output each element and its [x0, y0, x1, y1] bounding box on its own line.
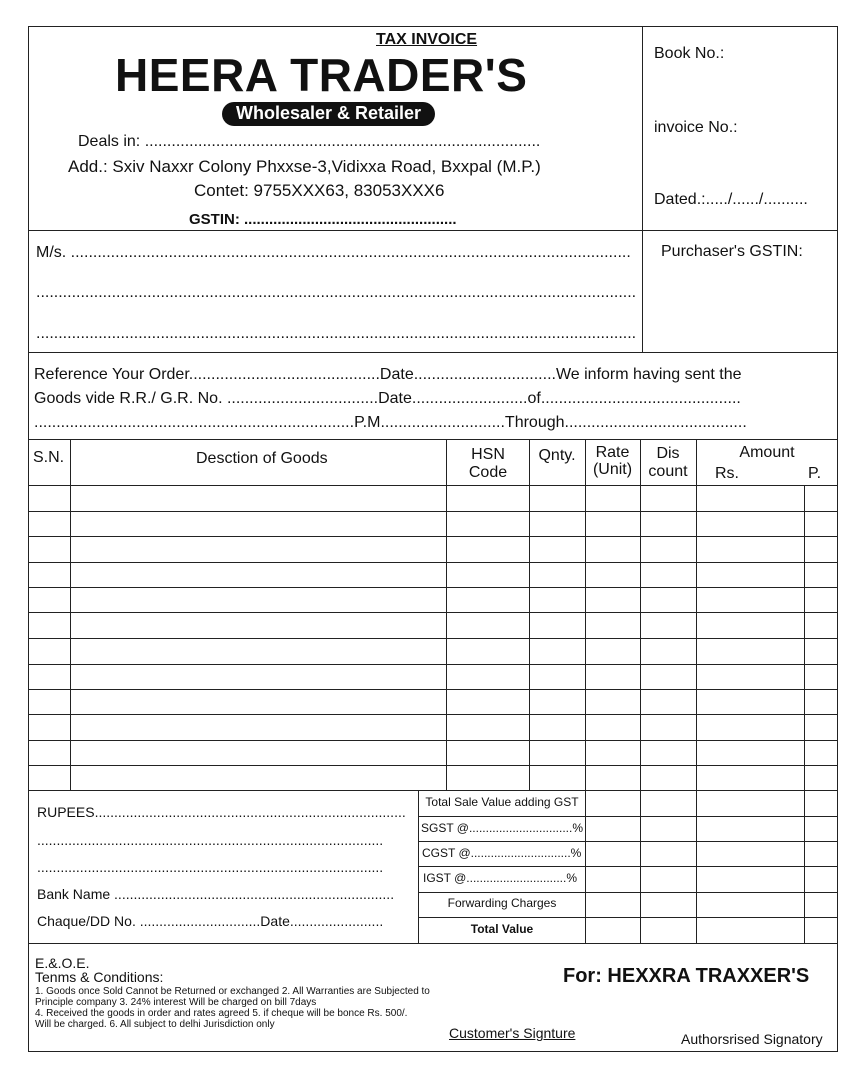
- table-bottom-rule: [28, 790, 838, 791]
- col-header-hsn: HSN: [471, 446, 505, 463]
- col-header-rate: Rate: [595, 444, 630, 461]
- sgst-label: SGST @...............................%: [421, 821, 583, 835]
- cgst-label: CGST @..............................%: [422, 846, 582, 860]
- book-no: Book No.:: [654, 45, 725, 62]
- totals-row-rule: [418, 917, 838, 918]
- rupees-line-2: .........................................................................................: [37, 832, 384, 848]
- deals-in: Deals in: .........................................................................................: [78, 133, 541, 150]
- authorised-signatory: Authorsrised Signatory: [681, 1031, 823, 1047]
- table-row-rule: [28, 664, 838, 665]
- col-header-description: Desction of Goods: [196, 450, 328, 467]
- col-rule-rate: [640, 439, 641, 943]
- address: Add.: Sxiv Naxxr Colony Phxxse-3,Vidixxa Road, Bxxpal (M.P.): [68, 157, 541, 176]
- term-line-4: Will be charged. 6. All subject to delhi Jurisdiction only: [35, 1019, 275, 1030]
- totals-row-rule: [418, 816, 838, 817]
- reference-line-3: ........................................................................P.M............................Through.........................................: [34, 414, 747, 431]
- col-header-sn: S.N.: [33, 449, 65, 466]
- table-row-rule: [28, 612, 838, 613]
- for-firm: For: HEXXRA TRAXXER'S: [563, 965, 810, 987]
- reference-line-2: Goods vide R.R./ G.R. No. ..................................Date..........................of.............................................: [34, 390, 741, 407]
- totals-row-rule: [418, 892, 838, 893]
- col-header-amount: Amount: [739, 444, 795, 461]
- table-row-rule: [28, 765, 838, 766]
- table-row-rule: [28, 638, 838, 639]
- buyer-line-2: .......................................................................................................................................: [36, 284, 637, 301]
- col-rule-sn: [70, 439, 71, 791]
- bank-name: Bank Name ........................................................................: [37, 886, 395, 902]
- shop-name: HEERA TRADER'S: [115, 49, 528, 101]
- col-header-dis: Dis: [656, 445, 680, 462]
- forwarding-charges-label: Forwarding Charges: [447, 896, 557, 910]
- table-row-rule: [28, 587, 838, 588]
- terms-title: Tenms & Conditions:: [35, 969, 164, 985]
- gstin: GSTIN: ...................................................: [189, 211, 457, 228]
- total-sale-value-label: Total Sale Value adding GST: [425, 795, 579, 809]
- customer-signature: Customer's Signture: [449, 1025, 576, 1041]
- total-value-label: Total Value: [470, 922, 534, 936]
- purchaser-gstin: Purchaser's GSTIN:: [661, 243, 803, 260]
- col-header-p: P.: [808, 465, 822, 482]
- dated: Dated.:...../....../..........: [654, 191, 808, 208]
- table-row-rule: [28, 740, 838, 741]
- col-header-discount: count: [648, 463, 688, 480]
- col-rule-qnty: [585, 439, 586, 943]
- col-header-qnty: Qnty.: [538, 447, 576, 464]
- col-rule-dis: [696, 439, 697, 943]
- cheque-dd: Chaque/DD No. ...............................Date........................: [37, 913, 384, 929]
- table-row-rule: [28, 511, 838, 512]
- table-row-rule: [28, 562, 838, 563]
- header-divider: [642, 26, 643, 352]
- eoe: E.&.O.E.: [35, 955, 90, 971]
- reference-bottom-rule: [28, 439, 838, 440]
- invoice-no: invoice No.:: [654, 119, 738, 136]
- totals-row-rule: [418, 866, 838, 867]
- table-row-rule: [28, 689, 838, 690]
- rupees-line: RUPEES................................................................................: [37, 804, 406, 820]
- term-line-3: 4. Received the goods in order and rates agreed 5. if cheque will be bonce Rs. 500/.: [35, 1008, 408, 1019]
- doc-title: TAX INVOICE: [376, 31, 478, 48]
- buyer-ms: M/s. ..............................................................................................................................: [36, 244, 631, 261]
- table-row-rule: [28, 714, 838, 715]
- col-rule-rs: [804, 485, 805, 943]
- table-header-rule: [28, 485, 838, 486]
- col-header-hsn-code: Code: [468, 464, 508, 481]
- col-rule-desc: [446, 439, 447, 791]
- reference-line-1: Reference Your Order...........................................Date................................We inform having sent the: [34, 366, 742, 383]
- col-rule-hsn: [529, 439, 530, 791]
- term-line-2: Principle company 3. 24% interest Will be charged on bill 7days: [35, 997, 317, 1008]
- totals-bottom-rule: [28, 943, 838, 944]
- buyer-line-3: .......................................................................................................................................: [36, 325, 637, 342]
- col-header-rate-unit: (Unit): [592, 461, 633, 478]
- col-header-rs: Rs.: [715, 465, 739, 482]
- header-bottom-rule: [28, 230, 838, 231]
- totals-row-rule: [418, 841, 838, 842]
- rupees-line-3: .........................................................................................: [37, 859, 384, 875]
- buyer-bottom-rule: [28, 352, 838, 353]
- table-row-rule: [28, 536, 838, 537]
- term-line-1: 1. Goods once Sold Cannot be Returned or exchanged 2. All Warranties are Subjected to: [35, 986, 430, 997]
- contact: Contet: 9755XXX63, 83053XXX6: [194, 181, 445, 200]
- igst-label: IGST @..............................%: [423, 871, 577, 885]
- tagline-badge: Wholesaler & Retailer: [222, 102, 435, 126]
